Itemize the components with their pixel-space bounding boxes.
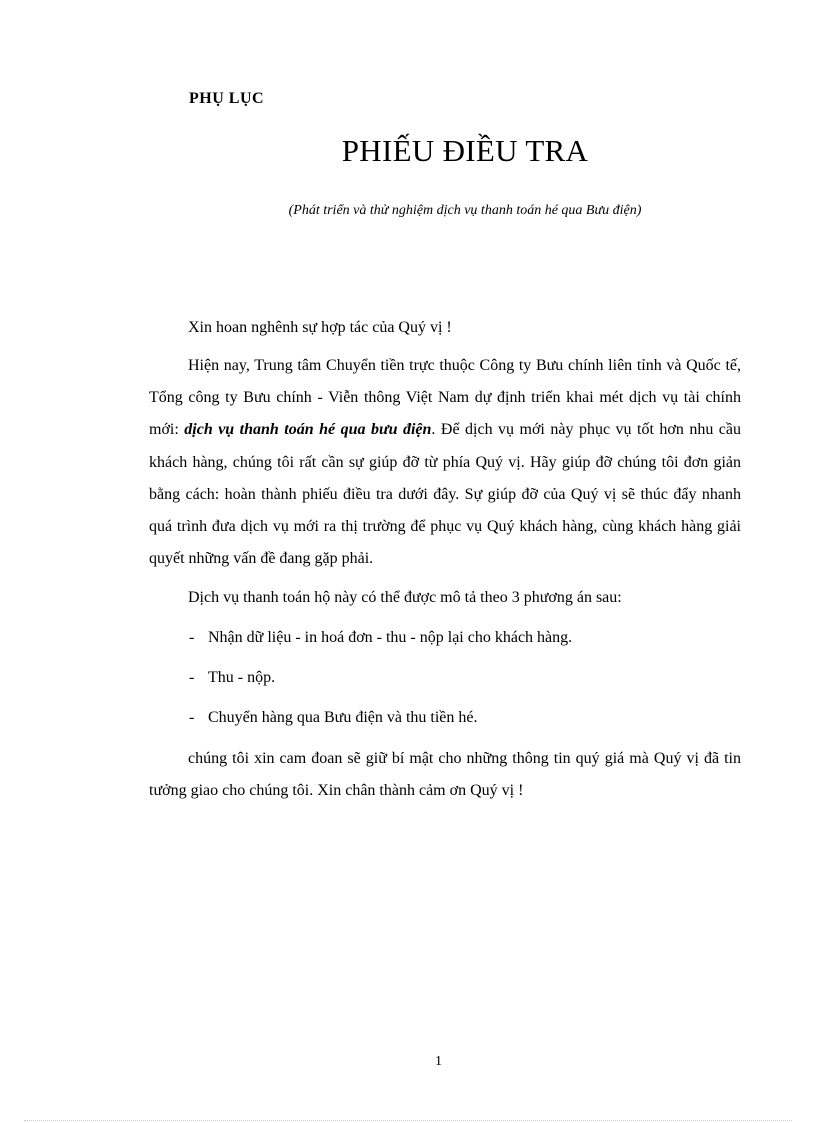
closing-paragraph: chúng tôi xin cam đoan sẽ giữ bí mật cho những thông tin quý giá mà Quý vị đã tin tưởng giao cho chúng tôi. Xin chân thành cảm ơn Quý vị ! bbox=[149, 750, 741, 800]
page-number: 1 bbox=[435, 1054, 442, 1069]
options-intro-paragraph: Dịch vụ thanh toán hộ này có thể được mô tả theo 3 phương án sau: bbox=[188, 589, 622, 606]
page-subtitle: (Phát triển và thử nghiệm dịch vụ thanh toán hé qua Bưu điện) bbox=[288, 203, 642, 218]
page-title: PHIẾU ĐIỀU TRA bbox=[341, 133, 589, 168]
dash-bullet: - bbox=[189, 709, 195, 726]
option-item bbox=[189, 707, 478, 729]
option-text: Thu - nộp. bbox=[208, 669, 276, 686]
intro-paragraph bbox=[149, 350, 741, 575]
option-item bbox=[189, 667, 275, 689]
option-item bbox=[189, 627, 572, 649]
service-name-emphasis: dịch vụ thanh toán hé qua bưu điện bbox=[184, 421, 432, 439]
appendix-label: PHỤ LỤC bbox=[189, 90, 265, 107]
dash-bullet: - bbox=[189, 629, 195, 646]
option-text: Nhận dữ liệu - in hoá đơn - thu - nộp lại cho khách hàng. bbox=[208, 629, 573, 646]
greeting-paragraph: Xin hoan nghênh sự hợp tác của Quý vị ! bbox=[188, 319, 452, 336]
page-break-divider bbox=[24, 1120, 792, 1121]
option-text: Chuyển hàng qua Bưu điện và thu tiền hé. bbox=[208, 709, 478, 726]
intro-text-part2: . Để dịch vụ mới này phục vụ tốt hơn nhu cầu khách hàng, chúng tôi rất cần sự giúp đỡ từ phía Quý vị. Hãy giúp đỡ chúng tôi đơn giản bằng cách: hoàn thành phiếu điều tra dưới đây. Sự giúp đỡ của Quý vị sẽ thúc đẩy nhanh quá trình đưa dịch vụ mới ra thị trường để phục vụ Quý khách hàng, cùng khách hàng giải quyết những vấn đề đang gặp phải. bbox=[149, 421, 742, 568]
dash-bullet: - bbox=[189, 669, 195, 686]
intro-text-part1: Hiện nay, Trung tâm Chuyển tiền trực thuộc Công ty Bưu chính liên tỉnh và Quốc tế, Tổng công ty Bưu chính - Viễn thông Việt Nam dự định triển khai mét dịch vụ tài chính mới: bbox=[149, 357, 741, 439]
